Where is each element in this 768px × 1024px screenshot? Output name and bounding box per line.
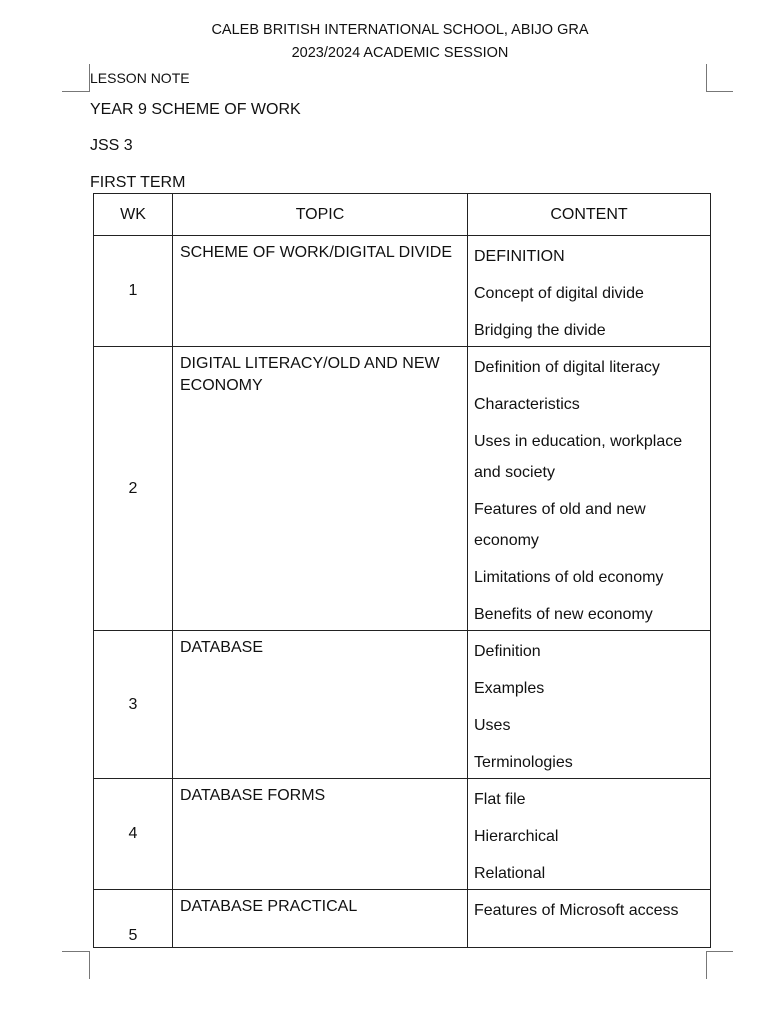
crop-mark-bottom-right-h — [706, 951, 733, 952]
crop-mark-top-right-h — [706, 91, 733, 92]
academic-session: 2023/2024 ACADEMIC SESSION — [291, 45, 509, 61]
table-row — [94, 890, 711, 948]
content-item: Characteristics — [474, 396, 580, 413]
table-row — [94, 631, 711, 779]
week-number: 4 — [94, 779, 173, 890]
content-item: Uses — [474, 717, 511, 734]
term-label: FIRST TERM — [90, 174, 186, 191]
table-header-row — [94, 194, 711, 236]
column-header-content: CONTENT — [468, 194, 711, 236]
content-cell — [468, 347, 711, 631]
column-header-wk: WK — [94, 194, 173, 236]
crop-mark-bottom-left-v — [89, 951, 90, 979]
school-name: CALEB BRITISH INTERNATIONAL SCHOOL, ABIJO GRA — [211, 22, 589, 38]
week-number: 1 — [94, 236, 173, 347]
week-number: 3 — [94, 631, 173, 779]
content-item: Bridging the divide — [474, 322, 606, 339]
content-item: DEFINITION — [474, 248, 565, 265]
table-row — [94, 236, 711, 347]
class-label: JSS 3 — [90, 137, 133, 154]
crop-mark-top-right-v — [706, 64, 707, 92]
table-row — [94, 347, 711, 631]
content-item: Terminologies — [474, 754, 573, 771]
table-row — [94, 779, 711, 890]
content-item: Concept of digital divide — [474, 285, 644, 302]
content-item: Flat file — [474, 791, 526, 808]
topic-cell: DATABASE PRACTICAL — [173, 890, 468, 948]
topic-cell: SCHEME OF WORK/DIGITAL DIVIDE — [173, 236, 468, 347]
crop-mark-bottom-left-h — [62, 951, 89, 952]
lesson-note-label: LESSON NOTE — [90, 70, 190, 86]
content-item: Definition of digital literacy — [474, 359, 660, 376]
column-header-topic: TOPIC — [173, 194, 468, 236]
content-item: Features of old and new economy — [474, 501, 646, 549]
topic-cell: DATABASE — [173, 631, 468, 779]
crop-mark-bottom-right-v — [706, 951, 707, 979]
crop-mark-top-left-h — [62, 91, 89, 92]
topic-cell: DATABASE FORMS — [173, 779, 468, 890]
week-number: 5 — [94, 890, 173, 948]
content-item: Benefits of new economy — [474, 606, 653, 623]
topic-cell: DIGITAL LITERACY/OLD AND NEW ECONOMY — [173, 347, 468, 631]
content-cell — [468, 779, 711, 890]
scheme-of-work-table — [93, 193, 711, 948]
content-item: Features of Microsoft access — [474, 902, 679, 919]
content-item: Limitations of old economy — [474, 569, 664, 586]
content-item: Examples — [474, 680, 545, 697]
content-cell — [468, 631, 711, 779]
content-item: Uses in education, workplace and society — [474, 433, 683, 481]
content-cell — [468, 236, 711, 347]
content-item: Relational — [474, 865, 546, 882]
content-item: Hierarchical — [474, 828, 559, 845]
scheme-title: YEAR 9 SCHEME OF WORK — [90, 101, 301, 118]
content-item: Definition — [474, 643, 541, 660]
content-cell — [468, 890, 711, 948]
week-number: 2 — [94, 347, 173, 631]
